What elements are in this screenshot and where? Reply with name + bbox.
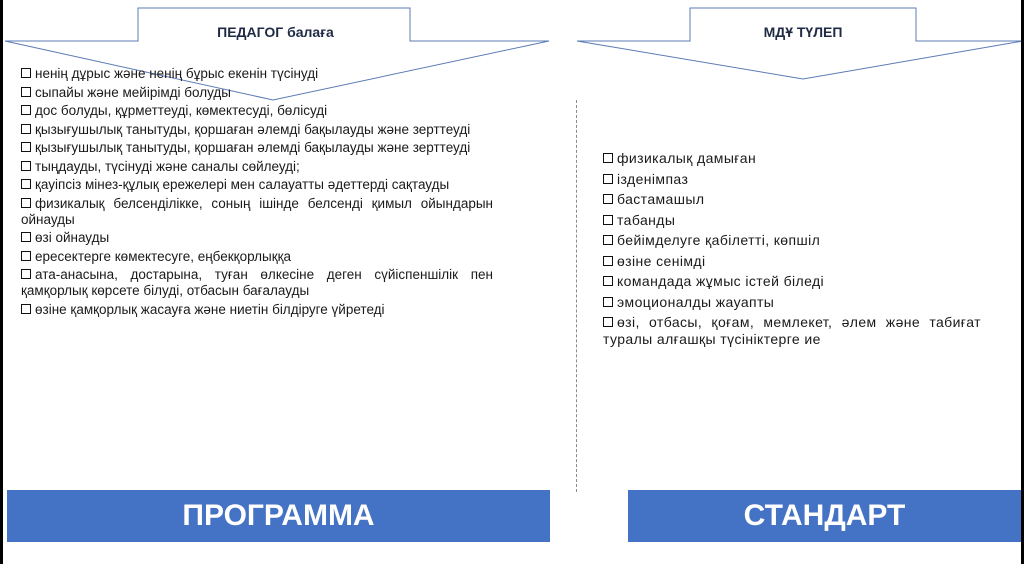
graduate-list-item-text: эмоционалды жауапты [617, 293, 775, 310]
pedagog-list-item [21, 177, 493, 193]
pedagog-list-item-text: сыпайы және мейірімді болуды [35, 84, 231, 100]
checkbox-bullet-icon [21, 179, 31, 189]
pedagog-list-item-text: өзіне қамқорлық жасауға және ниетін білдіруге үйретеді [35, 301, 385, 317]
graduate-list [603, 150, 981, 352]
right-header-title: МДҰ ТҮЛЕП [763, 24, 843, 40]
pedagog-list-item [21, 249, 493, 265]
pedagog-list [21, 66, 493, 320]
checkbox-bullet-icon [21, 198, 31, 208]
pedagog-list-item [21, 302, 493, 318]
pedagog-list-item [21, 103, 493, 119]
graduate-list-item-text: бейімделуге қабілетті, көпшіл [617, 232, 821, 248]
checkbox-bullet-icon [603, 317, 613, 327]
pedagog-list-item [21, 159, 493, 175]
graduate-list-item-text: табанды [617, 211, 676, 228]
checkbox-bullet-icon [603, 215, 613, 225]
column-divider [576, 100, 577, 492]
checkbox-bullet-icon [603, 256, 613, 266]
pedagog-list-item [21, 122, 493, 138]
graduate-list-item [603, 273, 981, 290]
checkbox-bullet-icon [603, 174, 613, 184]
checkbox-bullet-icon [603, 297, 613, 307]
graduate-list-item [603, 294, 981, 311]
checkbox-bullet-icon [603, 235, 613, 245]
pedagog-list-item-text: ненің дұрыс және ненің бұрыс екенін түсінуді [35, 66, 319, 81]
pedagog-list-item [21, 85, 493, 101]
pedagog-list-item-text: тыңдауды, түсінуді және саналы сөйлеуді; [35, 158, 300, 174]
checkbox-bullet-icon [21, 87, 31, 97]
pedagog-list-item [21, 140, 493, 156]
graduate-list-item-text: ізденімпаз [617, 170, 689, 187]
pedagog-list-item-text: қызығушылық танытуды, қоршаған әлемді бақылауды және зерттеуді [35, 140, 471, 155]
pedagog-list-item-text: қызығушылық танытуды, қоршаған әлемді бақылауды және зерттеуді [35, 121, 471, 137]
checkbox-bullet-icon [603, 194, 613, 204]
checkbox-bullet-icon [21, 269, 31, 279]
slide [3, 0, 1021, 564]
graduate-list-item [603, 171, 981, 188]
pedagog-list-item-text: дос болуды, құрметтеуді, көмектесуді, бөлісуді [35, 103, 328, 118]
program-banner: ПРОГРАММА [7, 490, 550, 542]
pedagog-list-item [21, 66, 493, 82]
pedagog-list-item [21, 230, 493, 246]
checkbox-bullet-icon [603, 153, 613, 163]
graduate-list-item [603, 150, 981, 167]
graduate-list-item [603, 212, 981, 229]
checkbox-bullet-icon [21, 232, 31, 242]
checkbox-bullet-icon [21, 142, 31, 152]
graduate-list-item-text: бастамашыл [617, 191, 705, 207]
graduate-list-item-text: командада жұмыс істей біледі [617, 273, 825, 289]
right-header-arrow [575, 0, 1021, 90]
pedagog-list-item-text: қауіпсіз мінез-құлық ережелері мен салауатты әдеттерді сақтауды [35, 177, 450, 192]
checkbox-bullet-icon [603, 276, 613, 286]
graduate-list-item-text: өзі, отбасы, қоғам, мемлекет, әлем және табиғат туралы алғашқы түсініктерге ие [603, 314, 981, 347]
graduate-list-item [603, 191, 981, 208]
graduate-list-item-text: өзіне сенімді [617, 252, 706, 269]
right-arrow-shape [575, 0, 1021, 90]
pedagog-list-item [21, 267, 493, 299]
graduate-list-item-text: физикалық дамыған [617, 150, 757, 166]
checkbox-bullet-icon [21, 161, 31, 171]
pedagog-list-item-text: өзі ойнауды [35, 230, 110, 245]
checkbox-bullet-icon [21, 304, 31, 314]
checkbox-bullet-icon [21, 251, 31, 261]
pedagog-list-item [21, 196, 493, 228]
pedagog-list-item-text: ата-анасына, достарына, туған өлкесіне деген сүйіспеншілік пен қамқорлық көрсете білуді, отбасын бағалауды [21, 267, 493, 298]
checkbox-bullet-icon [21, 105, 31, 115]
checkbox-bullet-icon [21, 124, 31, 134]
pedagog-list-item-text: ересектерге көмектесуге, еңбекқорлыққа [35, 248, 292, 264]
left-header-title: ПЕДАГОГ балаға [217, 24, 334, 40]
graduate-list-item [603, 314, 981, 348]
checkbox-bullet-icon [21, 68, 31, 78]
graduate-list-item [603, 232, 981, 249]
pedagog-list-item-text: физикалық белсенділікке, соның ішінде белсенді қимыл ойындарын ойнауды [21, 195, 493, 227]
standard-banner: СТАНДАРТ [628, 490, 1021, 542]
graduate-list-item [603, 253, 981, 270]
